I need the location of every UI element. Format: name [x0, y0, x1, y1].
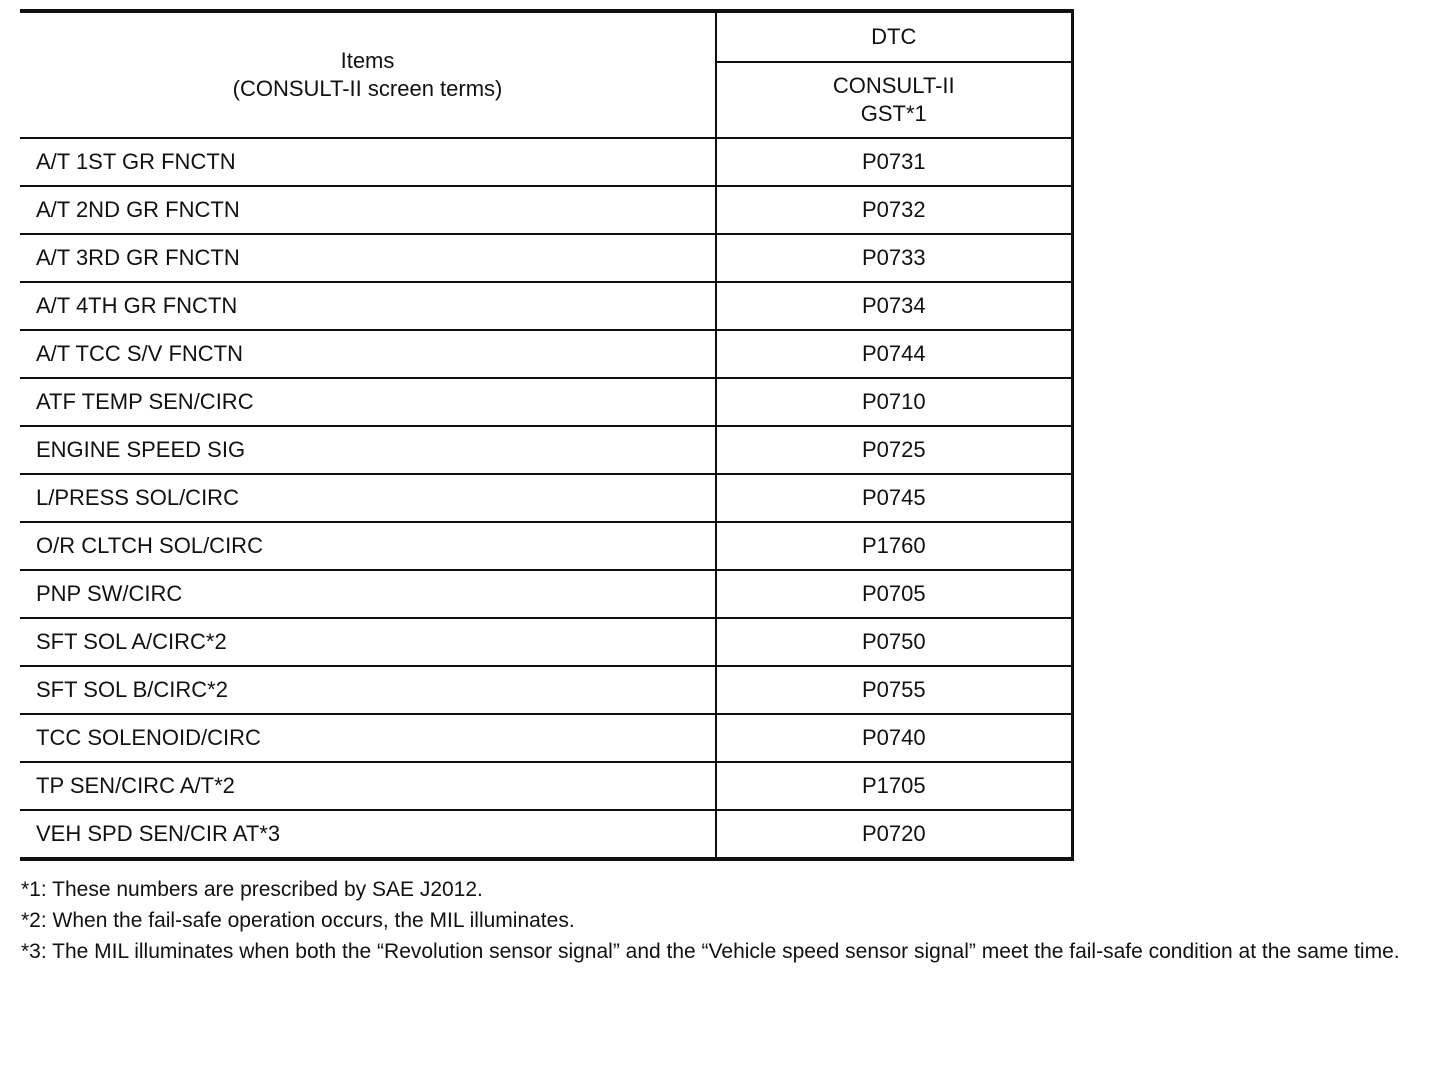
items-header-subtitle: (CONSULT-II screen terms) [232, 76, 503, 101]
dtc-code-cell: P1760 [716, 522, 1072, 570]
table-header [20, 11, 1072, 138]
footnote-3: *3: The MIL illuminates when both the “Revolution sensor signal” and the “Vehicle speed sensor signal” meet the fail-safe condition at the same time. [21, 940, 1400, 963]
table-row [20, 810, 1072, 859]
items-header-title: Items [340, 48, 395, 73]
dtc-code-cell: P1705 [716, 762, 1072, 810]
item-cell: TCC SOLENOID/CIRC [20, 714, 716, 762]
dtc-code-cell: P0725 [716, 426, 1072, 474]
item-cell: A/T 1ST GR FNCTN [20, 138, 716, 186]
dtc-code-cell: P0755 [716, 666, 1072, 714]
table-row [20, 378, 1072, 426]
table-row [20, 666, 1072, 714]
item-cell: A/T 2ND GR FNCTN [20, 186, 716, 234]
dtc-code-cell: P0733 [716, 234, 1072, 282]
dtc-code-cell: P0750 [716, 618, 1072, 666]
dtc-subheader-gst: GST*1 [860, 101, 927, 126]
item-cell: O/R CLTCH SOL/CIRC [20, 522, 716, 570]
table-row [20, 474, 1072, 522]
item-cell: SFT SOL A/CIRC*2 [20, 618, 716, 666]
dtc-code-cell: P0710 [716, 378, 1072, 426]
dtc-code-cell: P0731 [716, 138, 1072, 186]
dtc-code-cell: P0720 [861, 821, 926, 846]
table-row [20, 762, 1072, 810]
table-row [20, 330, 1072, 378]
table-row [20, 282, 1072, 330]
table-row [20, 522, 1072, 570]
item-cell: A/T 4TH GR FNCTN [20, 282, 716, 330]
table-row [20, 618, 1072, 666]
item-cell: L/PRESS SOL/CIRC [20, 474, 716, 522]
dtc-code-cell: P0732 [716, 186, 1072, 234]
item-cell: A/T TCC S/V FNCTN [20, 330, 716, 378]
footnote-1: *1: These numbers are prescribed by SAE J2012. [21, 878, 483, 901]
table-row [20, 234, 1072, 282]
dtc-code-cell: P0705 [716, 570, 1072, 618]
item-cell: ATF TEMP SEN/CIRC [20, 378, 716, 426]
item-cell: VEH SPD SEN/CIR AT*3 [20, 810, 716, 859]
table-row [20, 714, 1072, 762]
table-row [20, 186, 1072, 234]
dtc-column-header: DTC [716, 11, 1072, 62]
dtc-code-cell: P0734 [716, 282, 1072, 330]
table-body [20, 138, 1072, 859]
footnote-2: *2: When the fail-safe operation occurs, the MIL illuminates. [21, 909, 575, 932]
item-cell: PNP SW/CIRC [20, 570, 716, 618]
dtc-subheader-consult: CONSULT-II [832, 73, 955, 98]
dtc-subcolumn-header [716, 62, 1072, 138]
item-cell: A/T 3RD GR FNCTN [20, 234, 716, 282]
item-cell: ENGINE SPEED SIG [20, 426, 716, 474]
table-row [20, 138, 1072, 186]
items-column-header [20, 11, 716, 138]
dtc-table [20, 9, 1074, 861]
dtc-code-cell: P0740 [716, 714, 1072, 762]
item-cell: SFT SOL B/CIRC*2 [20, 666, 716, 714]
table-row [20, 570, 1072, 618]
table-row [20, 426, 1072, 474]
header-row [20, 11, 1072, 62]
item-cell: TP SEN/CIRC A/T*2 [20, 762, 716, 810]
footnotes [21, 876, 1441, 969]
dtc-code-cell: P0744 [716, 330, 1072, 378]
dtc-code-cell: P0745 [716, 474, 1072, 522]
